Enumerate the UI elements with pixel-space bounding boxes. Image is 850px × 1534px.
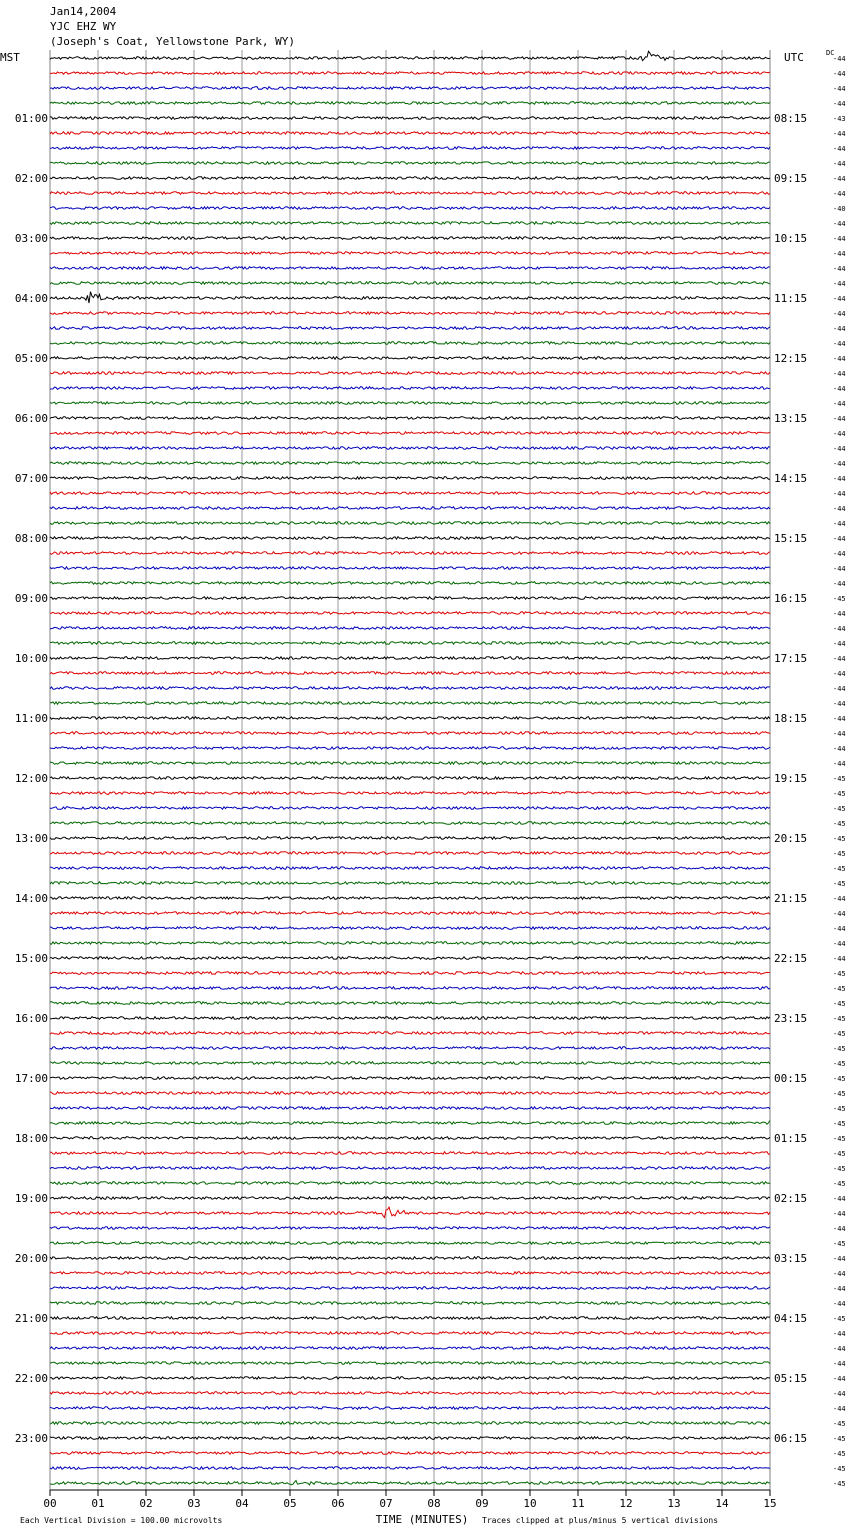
dc-offset-label: -44 <box>833 730 846 738</box>
seismic-trace <box>50 1481 770 1486</box>
mst-hour-label: 12:00 <box>14 772 48 785</box>
seismic-trace <box>50 927 770 930</box>
seismic-trace <box>50 372 770 375</box>
x-tick-label: 15 <box>763 1497 777 1510</box>
dc-offset-label: -44 <box>833 700 846 708</box>
seismic-trace <box>50 51 770 60</box>
seismic-trace <box>50 1032 770 1035</box>
seismic-trace <box>50 282 770 285</box>
utc-hour-label: 05:15 <box>774 1372 808 1385</box>
seismic-trace <box>50 387 770 390</box>
seismic-trace <box>50 747 770 750</box>
mst-hour-label: 14:00 <box>14 892 48 905</box>
dc-offset-label: -45 <box>833 1180 846 1188</box>
mst-hour-label: 23:00 <box>14 1432 48 1445</box>
utc-hour-label: 02:15 <box>774 1192 808 1205</box>
x-tick-label: 10 <box>523 1497 537 1510</box>
dc-offset-label: -45 <box>833 985 846 993</box>
seismic-trace <box>50 327 770 330</box>
seismic-trace <box>50 1017 770 1020</box>
utc-hour-label: 11:15 <box>774 292 808 305</box>
seismic-trace <box>50 1377 770 1380</box>
dc-offset-label: -44 <box>833 625 846 633</box>
utc-hour-label: 15:15 <box>774 532 808 545</box>
dc-offset-label: -44 <box>833 55 846 63</box>
seismic-traces <box>50 51 770 1485</box>
seismic-trace <box>50 1107 770 1110</box>
seismic-trace <box>50 292 770 303</box>
seismic-trace <box>50 222 770 225</box>
dc-offset-label: -44 <box>833 280 846 288</box>
dc-offset-label: -44 <box>833 745 846 753</box>
utc-hour-label: 10:15 <box>774 232 808 245</box>
seismic-trace <box>50 192 770 195</box>
seismic-trace <box>50 567 770 570</box>
mst-hour-label: 02:00 <box>14 172 48 185</box>
mst-hour-label: 15:00 <box>14 952 48 965</box>
mst-hour-label: 21:00 <box>14 1312 48 1325</box>
dc-offset-label: -44 <box>833 415 846 423</box>
utc-hour-label: 01:15 <box>774 1132 808 1145</box>
dc-offset-label: -44 <box>833 550 846 558</box>
dc-offset-label: -45 <box>833 1030 846 1038</box>
seismic-trace <box>50 117 770 120</box>
dc-offset-label: -44 <box>833 340 846 348</box>
utc-hour-label: 20:15 <box>774 832 808 845</box>
dc-offset-label: -45 <box>833 1090 846 1098</box>
dc-offset-label: -44 <box>833 145 846 153</box>
seismic-trace <box>50 582 770 585</box>
utc-hour-label: 09:15 <box>774 172 808 185</box>
utc-hour-label: 08:15 <box>774 112 808 125</box>
seismic-trace <box>50 777 770 780</box>
seismic-trace <box>50 1347 770 1350</box>
seismic-trace <box>50 1452 770 1455</box>
mst-hour-label: 07:00 <box>14 472 48 485</box>
x-tick-label: 14 <box>715 1497 729 1510</box>
seismic-trace <box>50 897 770 900</box>
dc-label: DC <box>826 49 835 57</box>
x-tick-label: 07 <box>379 1497 393 1510</box>
utc-hour-label: 13:15 <box>774 412 808 425</box>
x-tick-label: 05 <box>283 1497 297 1510</box>
dc-offset-label: -45 <box>833 865 846 873</box>
seismic-trace <box>50 177 770 180</box>
seismic-trace <box>50 522 770 525</box>
dc-offset-label: -45 <box>833 1120 846 1128</box>
dc-offset-label: -45 <box>833 1315 846 1323</box>
utc-hour-label: 00:15 <box>774 1072 808 1085</box>
dc-offset-label: -44 <box>833 295 846 303</box>
utc-hour-label: 16:15 <box>774 592 808 605</box>
mst-hour-label: 04:00 <box>14 292 48 305</box>
mst-hour-label: 18:00 <box>14 1132 48 1145</box>
dc-offset-label: -45 <box>833 1135 846 1143</box>
x-tick-label: 09 <box>475 1497 489 1510</box>
dc-offset-label: -44 <box>833 685 846 693</box>
seismic-trace <box>50 237 770 240</box>
seismic-trace <box>50 1272 770 1275</box>
dc-offset-label: -45 <box>833 1450 846 1458</box>
seismic-trace <box>50 912 770 915</box>
utc-hour-label: 14:15 <box>774 472 808 485</box>
seismic-trace <box>50 1167 770 1170</box>
seismic-trace <box>50 987 770 990</box>
dc-offset-label: -44 <box>833 430 846 438</box>
mst-hour-label: 16:00 <box>14 1012 48 1025</box>
dc-offset-label: -44 <box>833 760 846 768</box>
seismic-trace <box>50 207 770 210</box>
dc-offset-label: -44 <box>833 235 846 243</box>
mst-hour-label: 19:00 <box>14 1192 48 1205</box>
dc-offset-label: -44 <box>833 1360 846 1368</box>
dc-offset-label: -44 <box>833 1195 846 1203</box>
seismic-trace <box>50 357 770 360</box>
x-tick-label: 00 <box>43 1497 57 1510</box>
mst-hour-label: 01:00 <box>14 112 48 125</box>
seismic-trace <box>50 1317 770 1320</box>
seismic-trace <box>50 267 770 270</box>
mst-hour-label: 09:00 <box>14 592 48 605</box>
seismic-trace <box>50 627 770 630</box>
dc-offset-label: -45 <box>833 805 846 813</box>
dc-offset-label: -45 <box>833 880 846 888</box>
seismic-trace <box>50 447 770 450</box>
dc-offset-label: -44 <box>833 1345 846 1353</box>
dc-offset-label: -44 <box>833 85 846 93</box>
mst-hour-label: 03:00 <box>14 232 48 245</box>
mst-hour-label: 06:00 <box>14 412 48 425</box>
dc-offset-label: -44 <box>833 520 846 528</box>
dc-offset-label: -45 <box>833 595 846 603</box>
seismic-trace <box>50 417 770 420</box>
dc-offset-label: -44 <box>833 565 846 573</box>
mst-hour-label: 11:00 <box>14 712 48 725</box>
seismic-trace <box>50 1137 770 1140</box>
seismic-trace <box>50 477 770 480</box>
seismic-trace <box>50 597 770 600</box>
dc-offset-label: -45 <box>833 1435 846 1443</box>
dc-offset-label: -44 <box>833 1210 846 1218</box>
dc-offset-label: -45 <box>833 1000 846 1008</box>
seismic-trace <box>50 702 770 705</box>
dc-offset-label: -45 <box>833 1045 846 1053</box>
dc-offset-label: -44 <box>833 1390 846 1398</box>
dc-offset-label: -45 <box>833 1480 846 1488</box>
seismic-trace <box>50 942 770 945</box>
utc-hour-label: 21:15 <box>774 892 808 905</box>
utc-hour-label: 17:15 <box>774 652 808 665</box>
dc-offset-label: -44 <box>833 325 846 333</box>
x-tick-label: 12 <box>619 1497 633 1510</box>
seismic-trace <box>50 1332 770 1335</box>
seismic-trace <box>50 852 770 855</box>
utc-hour-label: 23:15 <box>774 1012 808 1025</box>
dc-offset-label: -44 <box>833 265 846 273</box>
dc-offset-label: -45 <box>833 820 846 828</box>
dc-offset-label: -45 <box>833 775 846 783</box>
dc-offset-label: -45 <box>833 1240 846 1248</box>
dc-offset-label: -44 <box>833 190 846 198</box>
dc-offset-label: -44 <box>833 895 846 903</box>
dc-offset-label: -44 <box>833 715 846 723</box>
seismic-trace <box>50 972 770 975</box>
seismic-trace <box>50 1287 770 1290</box>
dc-offset-label: -45 <box>833 1465 846 1473</box>
seismic-trace <box>50 672 770 675</box>
seismic-trace <box>50 102 770 105</box>
dc-offset-label: -45 <box>833 835 846 843</box>
station-name: YJC EHZ WY <box>50 20 117 33</box>
seismic-trace <box>50 1002 770 1005</box>
seismic-trace <box>50 1197 770 1200</box>
dc-offset-label: -44 <box>833 385 846 393</box>
dc-offset-label: -45 <box>833 1420 846 1428</box>
seismic-trace <box>50 1422 770 1425</box>
chart-date: Jan14,2004 <box>50 5 117 18</box>
dc-offset-label: -45 <box>833 1165 846 1173</box>
seismic-trace <box>50 867 770 870</box>
utc-axis-title: UTC <box>784 51 804 64</box>
dc-offset-label: -44 <box>833 445 846 453</box>
dc-offset-label: -44 <box>833 1255 846 1263</box>
dc-offset-label: -45 <box>833 970 846 978</box>
seismic-trace <box>50 792 770 795</box>
seismic-trace <box>50 657 770 660</box>
seismic-trace <box>50 882 770 885</box>
seismic-trace <box>50 252 770 255</box>
dc-offset-label: -44 <box>833 1270 846 1278</box>
x-tick-label: 13 <box>667 1497 681 1510</box>
seismic-trace <box>50 612 770 615</box>
dc-offset-label: -44 <box>833 250 846 258</box>
dc-offset-label: -44 <box>833 310 846 318</box>
mst-axis-title: MST <box>0 51 20 64</box>
dc-offset-label: -44 <box>833 70 846 78</box>
seismic-trace <box>50 1302 770 1305</box>
mst-hour-label: 22:00 <box>14 1372 48 1385</box>
clip-note: Traces clipped at plus/minus 5 vertical divisions <box>482 1516 719 1525</box>
seismic-trace <box>50 732 770 735</box>
seismic-trace <box>50 462 770 465</box>
dc-offset-label: -45 <box>833 1105 846 1113</box>
mst-hour-label: 20:00 <box>14 1252 48 1265</box>
mst-hour-label: 17:00 <box>14 1072 48 1085</box>
dc-offset-label: -43 <box>833 115 846 123</box>
seismic-trace <box>50 1437 770 1440</box>
x-tick-label: 04 <box>235 1497 249 1510</box>
scale-note: Each Vertical Division = 100.00 microvolts <box>20 1516 223 1525</box>
mst-hour-label: 10:00 <box>14 652 48 665</box>
x-tick-label: 08 <box>427 1497 441 1510</box>
dc-offset-label: -44 <box>833 505 846 513</box>
utc-hour-label: 19:15 <box>774 772 808 785</box>
x-axis-title: TIME (MINUTES) <box>375 1513 469 1526</box>
seismic-trace <box>50 1257 770 1260</box>
utc-hour-label: 12:15 <box>774 352 808 365</box>
x-tick-label: 03 <box>187 1497 201 1510</box>
utc-hour-label: 06:15 <box>774 1432 808 1445</box>
seismic-trace <box>50 642 770 645</box>
seismic-trace <box>50 1207 770 1218</box>
utc-hour-label: 03:15 <box>774 1252 808 1265</box>
x-tick-label: 11 <box>571 1497 585 1510</box>
dc-offset-label: -44 <box>833 1330 846 1338</box>
dc-offset-label: -44 <box>833 655 846 663</box>
dc-offset-label: -44 <box>833 940 846 948</box>
dc-offset-label: -44 <box>833 610 846 618</box>
utc-hour-label: 04:15 <box>774 1312 808 1325</box>
dc-offset-label: -40 <box>833 205 846 213</box>
dc-offset-label: -45 <box>833 1075 846 1083</box>
seismic-trace <box>50 1121 770 1125</box>
seismic-trace <box>50 1062 770 1065</box>
x-tick-label: 06 <box>331 1497 345 1510</box>
dc-offset-label: -44 <box>833 460 846 468</box>
dc-offset-label: -44 <box>833 1300 846 1308</box>
dc-offset-label: -44 <box>833 925 846 933</box>
seismic-trace <box>50 1152 770 1155</box>
seismic-trace <box>50 1242 770 1245</box>
seismic-trace <box>50 87 770 90</box>
seismic-trace <box>50 1362 770 1365</box>
dc-offset-label: -44 <box>833 100 846 108</box>
dc-offset-label: -44 <box>833 1285 846 1293</box>
seismic-trace <box>50 957 770 960</box>
seismic-trace <box>50 1407 770 1410</box>
seismic-trace <box>50 72 770 75</box>
seismic-trace <box>50 807 770 810</box>
dc-offset-label: -45 <box>833 790 846 798</box>
dc-offset-label: -44 <box>833 910 846 918</box>
seismic-trace <box>50 492 770 495</box>
seismic-trace <box>50 132 770 135</box>
seismic-trace <box>50 1392 770 1395</box>
seismic-trace <box>50 1077 770 1080</box>
dc-offset-label: -44 <box>833 1405 846 1413</box>
seismic-trace <box>50 1182 770 1185</box>
seismic-trace <box>50 312 770 315</box>
mst-hour-label: 08:00 <box>14 532 48 545</box>
seismic-trace <box>50 687 770 690</box>
seismic-trace <box>50 162 770 165</box>
dc-offset-label: -44 <box>833 130 846 138</box>
dc-offset-label: -44 <box>833 640 846 648</box>
seismic-trace <box>50 432 770 435</box>
dc-offset-label: -44 <box>833 220 846 228</box>
dc-offset-label: -44 <box>833 580 846 588</box>
seismic-trace <box>50 402 770 405</box>
dc-offset-label: -44 <box>833 160 846 168</box>
dc-offset-label: -45 <box>833 1015 846 1023</box>
utc-hour-label: 22:15 <box>774 952 808 965</box>
dc-offset-label: -44 <box>833 490 846 498</box>
dc-offset-label: -44 <box>833 535 846 543</box>
seismic-trace <box>50 1047 770 1050</box>
dc-offset-label: -45 <box>833 850 846 858</box>
utc-hour-label: 18:15 <box>774 712 808 725</box>
x-tick-label: 01 <box>91 1497 105 1510</box>
mst-hour-label: 13:00 <box>14 832 48 845</box>
dc-offset-label: -44 <box>833 370 846 378</box>
dc-offset-label: -44 <box>833 1375 846 1383</box>
dc-offset-label: -44 <box>833 955 846 963</box>
station-location: (Joseph's Coat, Yellowstone Park, WY) <box>50 35 296 48</box>
seismic-trace <box>50 1467 770 1470</box>
seismic-trace <box>50 822 770 825</box>
seismic-trace <box>50 1092 770 1095</box>
seismic-trace <box>50 507 770 510</box>
seismic-trace <box>50 1227 770 1230</box>
seismic-trace <box>50 762 770 765</box>
dc-offset-label: -44 <box>833 670 846 678</box>
dc-offset-label: -44 <box>833 1225 846 1233</box>
dc-offset-label: -44 <box>833 355 846 363</box>
dc-offset-label: -45 <box>833 1060 846 1068</box>
dc-offset-label: -44 <box>833 175 846 183</box>
dc-offset-label: -44 <box>833 400 846 408</box>
x-tick-label: 02 <box>139 1497 153 1510</box>
seismic-trace <box>50 717 770 720</box>
mst-hour-label: 05:00 <box>14 352 48 365</box>
dc-offset-label: -45 <box>833 1150 846 1158</box>
seismic-trace <box>50 552 770 555</box>
seismic-trace <box>50 537 770 540</box>
dc-offset-label: -44 <box>833 475 846 483</box>
seismic-trace <box>50 837 770 840</box>
seismic-trace <box>50 147 770 150</box>
seismic-trace <box>50 342 770 345</box>
